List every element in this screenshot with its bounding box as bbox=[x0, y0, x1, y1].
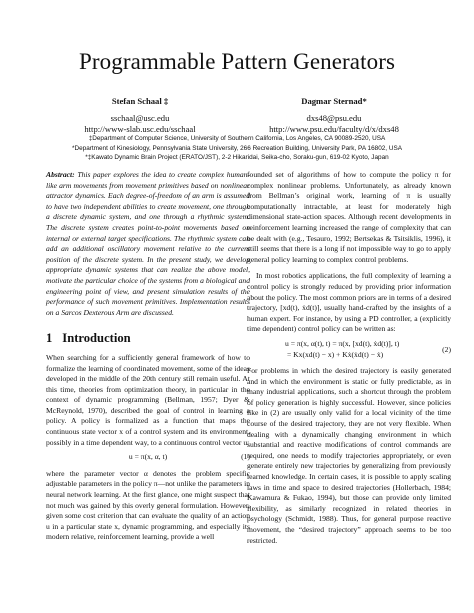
equation-line-2: = Kx(xd(t) − x) + Kẋ(ẋd(t) − ẋ) bbox=[287, 349, 384, 359]
body-paragraph: When searching for a sufficiently general framework of how to formalize the learning of coordinated movement, some of the ideas developed in the middle of the 20th century still remain useful. At this time, theories from optimization theory, in particular in the context of dynamic programming (Bellman, 1957; Dyer & McReynold, 1970), described the goal of control in learning a policy. A policy is formalized as a function that maps the continuous state vector x of a control system and its environment, possibly in a time dependent way, to a continuous control vector u: bbox=[46, 352, 250, 447]
body-paragraph: For problems in which the desired trajectory is easily generated and in which the environment is static or fully predictable, as in many industrial applications, such a shortcut through the problem of policy generation is highly successful. However, since policies like in (2) are usually only valid for a local vicinity of the time course of the desired trajectory, they are not very flexible. When dealing with a dynamically changing environment in which substantial and reactive modifications of control commands are required, one needs to modify trajectories appropriately, or even generate entirely new trajectories by generalizing from previously learned knowledge. In certain cases, it is possible to apply scaling laws in time and space to desired trajectories (Hollerbach, 1984; Kawamura & Fukao, 1994), but those can provide only limited flexibility, as similarly recognized in related theories in psychology (Schmidt, 1988). Thus, for general purpose reactive movement, the “desired trajectory” approach seems to be too restricted. bbox=[247, 366, 451, 545]
equation-2 bbox=[247, 339, 451, 360]
abstract-label: Abstract: bbox=[46, 170, 75, 179]
paper-title: Programmable Pattern Generators bbox=[78, 49, 396, 74]
body-paragraph: In most robotics applications, the full complexity of learning a control policy is strongly reduced by providing prior information about the policy. The most common priors are in terms of a desired trajectory, [xd(t), ẋd(t)], usually hand-crafted by the insights of a human expert. For instance, by using a PD controller, a (explicitly time dependent) control policy can be written as: bbox=[247, 271, 451, 334]
author-block-2 bbox=[264, 96, 404, 136]
body-paragraph: where the parameter vector α denotes the problem specific adjustable parameters in the policy π—not unlike the parameters in neural network learning. At the first glance, one might suspect that not much was gained by this overly general formulation. However, given some cost criterion that can evaluate the quality of an action u in a particular state x, dynamic programming, and especially its modern relative, reinforcement learning, provide a well bbox=[46, 468, 250, 542]
affiliation-line: *Department of Kinesiology, Pennsylvania State University, 266 Recreation Building, University Park, PA 16802, USA bbox=[72, 144, 402, 152]
author-email[interactable]: dxs48@psu.edu bbox=[306, 113, 362, 124]
section-heading bbox=[46, 333, 250, 344]
affiliations bbox=[0, 134, 474, 163]
abstract-text: This paper explores the idea to create complex human-like arm movements from movement primitives based on nonlinear attractor dynamics. Each degree-of-freedom of an arm is assumed to have two independent abilities to create movement, one through a discrete dynamic system, and one through a rhythmic system. The discrete system creates point-to-point movements based on internal or external target specifications. The rhythmic system can add an additional oscillatory movement relative to the current position of the discrete system. In the present study, we develop appropriate dynamic systems that can realize the above model, motivate the particular choice of the systems from a biological and engineering point of view, and present simulation results of the performance of such movement primitives. Implementation results on a Sarcos Dexterous Arm are discussed. bbox=[46, 170, 250, 317]
abstract bbox=[46, 170, 250, 318]
section-number: 1 bbox=[46, 331, 53, 346]
author-url[interactable]: http://www-slab.usc.edu/sschaal bbox=[84, 124, 196, 135]
equation-number: (2) bbox=[442, 344, 451, 354]
author-email[interactable]: sschaal@usc.edu bbox=[110, 113, 170, 124]
equation-line-1: u = π(x, α(t), t) = π(x, [xd(t), ẋd(t)], t) bbox=[285, 338, 400, 348]
right-column bbox=[247, 170, 451, 546]
author-name: Stefan Schaal ‡ bbox=[111, 96, 169, 106]
equation-1 bbox=[46, 452, 250, 463]
affiliation-line: ‡Department of Computer Science, University of Southern California, Los Angeles, CA 90089-2520, USA bbox=[88, 135, 386, 142]
equation-number: (1) bbox=[241, 452, 250, 462]
author-block-1 bbox=[70, 96, 210, 136]
affiliation-line: *‡Kawato Dynamic Brain Project (ERATO/JST), 2-2 Hikaridai, Seika-cho, Soraku-gun, 619-02 Kyoto, Japan bbox=[85, 154, 389, 162]
section-title: Introduction bbox=[62, 331, 131, 346]
left-column bbox=[46, 170, 250, 543]
author-url[interactable]: http://www.psu.edu/faculty/d/x/dxs48 bbox=[269, 124, 399, 135]
equation-text: u = π(x, α, t) bbox=[128, 452, 168, 462]
body-paragraph: founded set of algorithms of how to compute the policy π for complex nonlinear problems. Unfortunately, as already known from Bellman’s original work, learning of π is usually computationally intractable, at least for moderately high dimensional state-action spaces. Although recent developments in reinforcement learning increased the range of complexity that can be dealt with (e.g., Tesauro, 1992; Bertsekas & Tsitsiklis, 1996), it still seems that there is a long if not impossible way to go to apply general policy learning to complex control problems. bbox=[247, 170, 451, 264]
author-name: Dagmar Sternad* bbox=[301, 96, 367, 106]
